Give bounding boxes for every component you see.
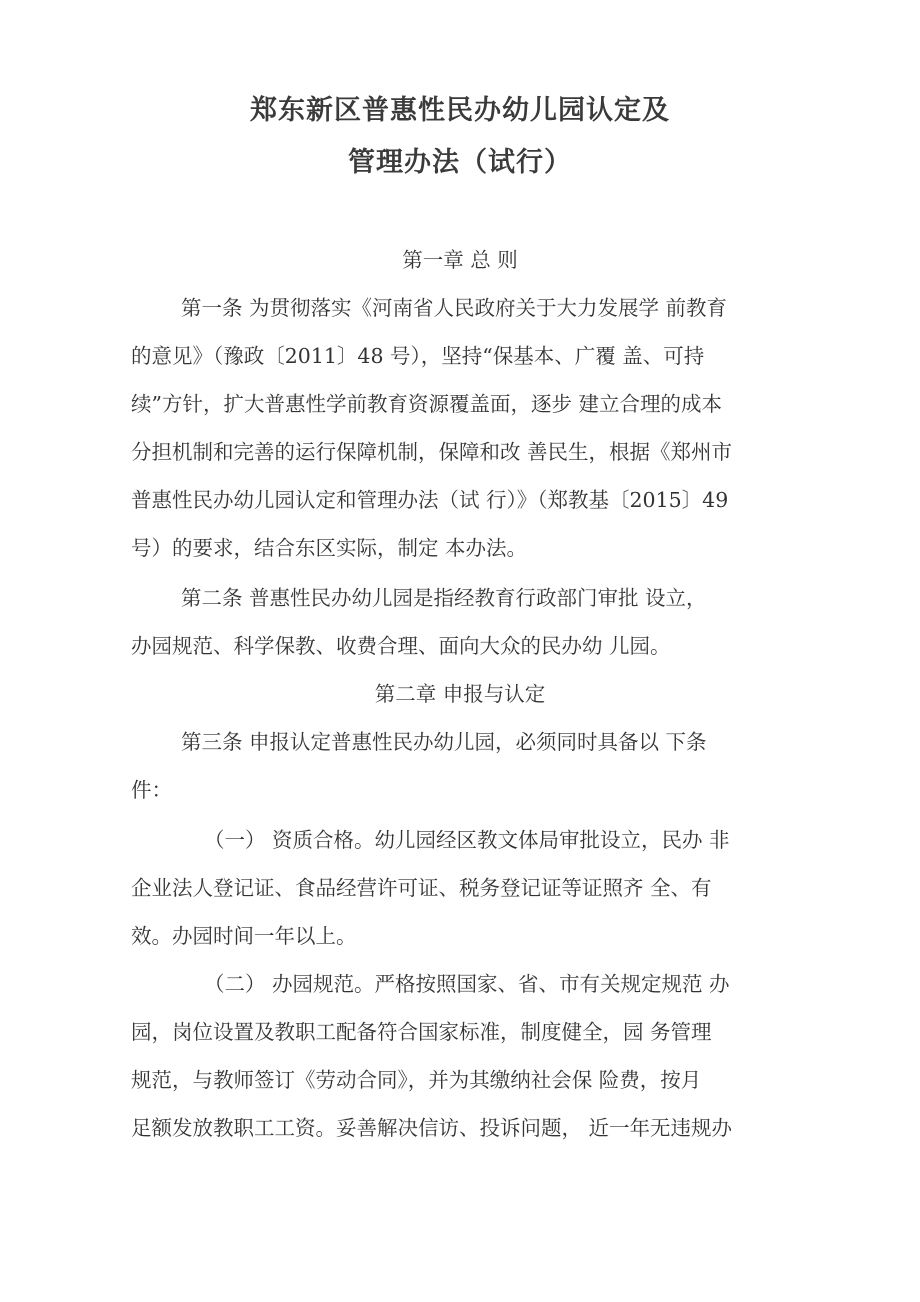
paragraph-line: 第二条 普惠性民办幼儿园是指经教育行政部门审批 设立，	[181, 586, 707, 610]
paragraph-line: 普惠性民办幼儿园认定和管理办法（试 行）》（郑教基〔2015〕49	[131, 488, 729, 512]
paragraph-line: （一） 资质合格。幼儿园经区教文体局审批设立，民办 非	[204, 828, 730, 852]
paragraph-line: 办园规范、科学保教、收费合理、面向大众的民办幼 儿园。	[131, 634, 671, 658]
document-title-line-1: 郑东新区普惠性民办幼儿园认定及	[250, 95, 670, 126]
chapter-1-heading: 第一章 总 则	[402, 248, 518, 272]
paragraph-line: 续”方针，扩大普惠性学前教育资源覆盖面，逐步 建立合理的成本	[131, 392, 722, 416]
paragraph-line: 园，岗位设置及教职工配备符合国家标准，制度健全，园 务管理	[131, 1020, 712, 1044]
chapter-2-heading: 第二章 申报与认定	[374, 682, 546, 706]
paragraph-line: 企业法人登记证、食品经营许可证、税务登记证等证照齐 全、有	[131, 876, 712, 900]
paragraph-line: （二） 办园规范。严格按照国家、省、市有关规定规范 办	[204, 972, 730, 996]
paragraph-line: 效。办园时间一年以上。	[131, 924, 357, 948]
paragraph-line: 分担机制和完善的运行保障机制，保障和改 善民生，根据《郑州市	[131, 440, 733, 464]
paragraph-line: 规范，与教师签订《劳动合同》，并为其缴纳社会保 险费，按月	[131, 1068, 702, 1092]
paragraph-line: 足额发放教职工工资。妥善解决信访、投诉问题， 近一年无违规办	[131, 1116, 733, 1140]
paragraph-line: 的意见》（豫政〔2011〕48 号），坚持“保基本、广覆 盖、可持	[131, 344, 705, 368]
paragraph-line: 第一条 为贯彻落实《河南省人民政府关于大力发展学 前教育	[181, 296, 728, 320]
paragraph-line: 号）的要求，结合东区实际，制定 本办法。	[131, 536, 528, 560]
paragraph-line: 件：	[131, 778, 172, 802]
document-title-line-2: 管理办法（试行）	[348, 147, 572, 178]
paragraph-line: 第三条 申报认定普惠性民办幼儿园，必须同时具备以 下条	[181, 730, 707, 754]
